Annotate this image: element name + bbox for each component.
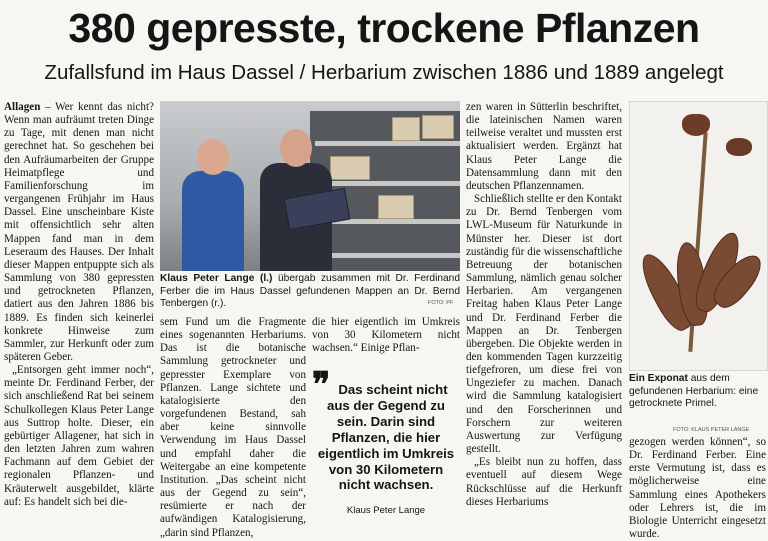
shelf xyxy=(315,141,460,146)
subheadline: Zufallsfund im Haus Dassel / Herbarium zwischen 1886 und 1889 angelegt xyxy=(44,61,724,84)
headline: 380 gepresste, trockene Pflanzen xyxy=(68,5,700,51)
caption-text: aus dem gefundenen Herbarium: eine getrocknete Primel. xyxy=(629,373,759,410)
archive-box xyxy=(330,156,370,180)
photo-caption xyxy=(629,373,766,411)
paragraph: die hier eigentlich im Umkreis von 30 Kilometern nicht wachsen.“ Einige Pflan- xyxy=(312,316,460,355)
archive-box xyxy=(422,115,454,139)
flower xyxy=(682,114,710,136)
photo-credit: FOTO: PF xyxy=(428,300,454,306)
shelf xyxy=(315,253,460,258)
article-column-5 xyxy=(629,436,766,541)
photo-lange-tenbergen xyxy=(160,101,460,271)
article-column-4 xyxy=(466,101,622,509)
caption-text: übergab zusammen mit Dr. Ferdinand Ferber die im Haus Dassel gefundenen Mappen an Dr. Bernd Tenbergen (r.). xyxy=(160,273,460,310)
dateline: Allagen xyxy=(4,101,41,113)
pull-quote xyxy=(312,366,460,517)
quote-author: Klaus Peter Lange xyxy=(346,505,426,517)
quote-text: Das scheint nicht aus der Gegend zu sein. Darin sind Pflanzen, die hier eigentlich im Umkreis von 30 Kilometern nicht wachsen. xyxy=(317,382,455,493)
paragraph-text: – Wer kennt das nicht? Wenn man aufräumt treten Dinge zu Tage, mit denen man nicht gerechnet hat. So geschehen bei den Aufräumarbeiten der Gruppe Heimatpflege und Familienforschung im vergangenen Frühjahr im Haus Dassel. Eine unscheinbare Kiste mit offensichtlich sehr alten Mappen fand man in dem Leseraum des Hauses. Der Inhalt dieser Mappen entpuppte sich als Sammlung von 380 gepressten und getrockneten Pflanzen, datiert aus den Jahren 1886 bis 1889. Es finden sich keinerlei konkrete Hinweise zum Sammler, zur Herkunft oder zum späteren Geber. xyxy=(4,101,154,363)
paragraph: Schließlich stellte er den Kontakt zu Dr. Bernd Tenbergen vom LWL-Museum für Naturkunde in Münster her. Dieser ist dort zuständig für die wissenschaftliche Betreuung der botanischen Sammlung, nämlich genau solcher Herbarien. Am vergangenen Freitag haben Klaus Peter Lange und Dr. Ferdinand Ferber die Mappen an Dr. Tenbergen übergeben. Die Objekte werden in den kommenden Tagen kurzzeitig tiefgefroren, um diese frei von Ungeziefer zu machen. Danach wird die Sammlung katalogisiert und den Forscherinnen und Forschern zur weiteren Auswertung zur Verfügung gestellt. xyxy=(466,193,622,456)
article-column-3 xyxy=(312,316,460,355)
person-lange xyxy=(182,139,242,271)
paragraph: sem Fund um die Fragmente eines sogenannten Herbariums. Das ist die botanische Sammlung getrockneter und gepresster Exemplare von Pflanzen. Lange sichtete und katalogisierte den vorgefundenen Bestand, sah aber keine sinnvolle Verwendung im Haus Dassel und empfahl daher die Weitergabe an eine kompetente Institution. „Das scheint nicht aus der Gegend zu sein“, resümierte er nach der aufwändigen Katalogisierung, „darin sind Pflanzen, xyxy=(160,316,306,539)
paragraph: „Es bleibt nun zu hoffen, dass eventuell auf diesem Wege Rückschlüsse auf die Herkunft dieses Herbariums xyxy=(466,456,622,508)
photo-primula xyxy=(629,101,768,371)
quote-mark-icon: ❞ xyxy=(312,366,331,404)
article-column-2 xyxy=(160,316,306,540)
paragraph: gezogen werden können“, so Dr. Ferdinand Ferber. Eine erste Vermutung ist, dass es möglicherweise eine Sammlung eines Apothekers oder Lehrers ist, die im Biologie Unterricht eingesetzt wurde. xyxy=(629,436,766,541)
article-column-1 xyxy=(4,101,154,509)
paragraph: zen waren in Sütterlin beschriftet, die lateinischen Namen waren teilweise veraltet und mussten erst aktualisiert werden. Ergänzt hat Klaus Peter Lange die Datensammlung dann mit den deutschen Pflanzennamen. xyxy=(466,101,622,192)
photo-caption xyxy=(160,273,460,311)
shelf xyxy=(315,181,460,186)
archive-box xyxy=(392,117,420,141)
caption-bold: Ein Exponat xyxy=(629,373,688,384)
paragraph xyxy=(4,101,154,364)
paragraph: „Entsorgen geht immer noch“, meinte Dr. Ferdinand Ferber, der sich anschließend Rat bei seinem Schulkollegen Klaus Peter Lange aus Suttrop holte. Dieser, ein gebürtiger Allagener, hat sich in den letzten Jahren zum wahren Fachmann auf dem Gebiet der regionalen Pflanzen- und Kräuterwelt ausgebildet, klärte auf: Es handelt sich bei die- xyxy=(4,364,154,508)
caption-bold: Klaus Peter Lange (l.) xyxy=(160,273,273,284)
photo-credit: FOTO: KLAUS PETER LANGE xyxy=(673,427,750,433)
archive-box xyxy=(378,195,414,219)
flower xyxy=(726,138,752,156)
